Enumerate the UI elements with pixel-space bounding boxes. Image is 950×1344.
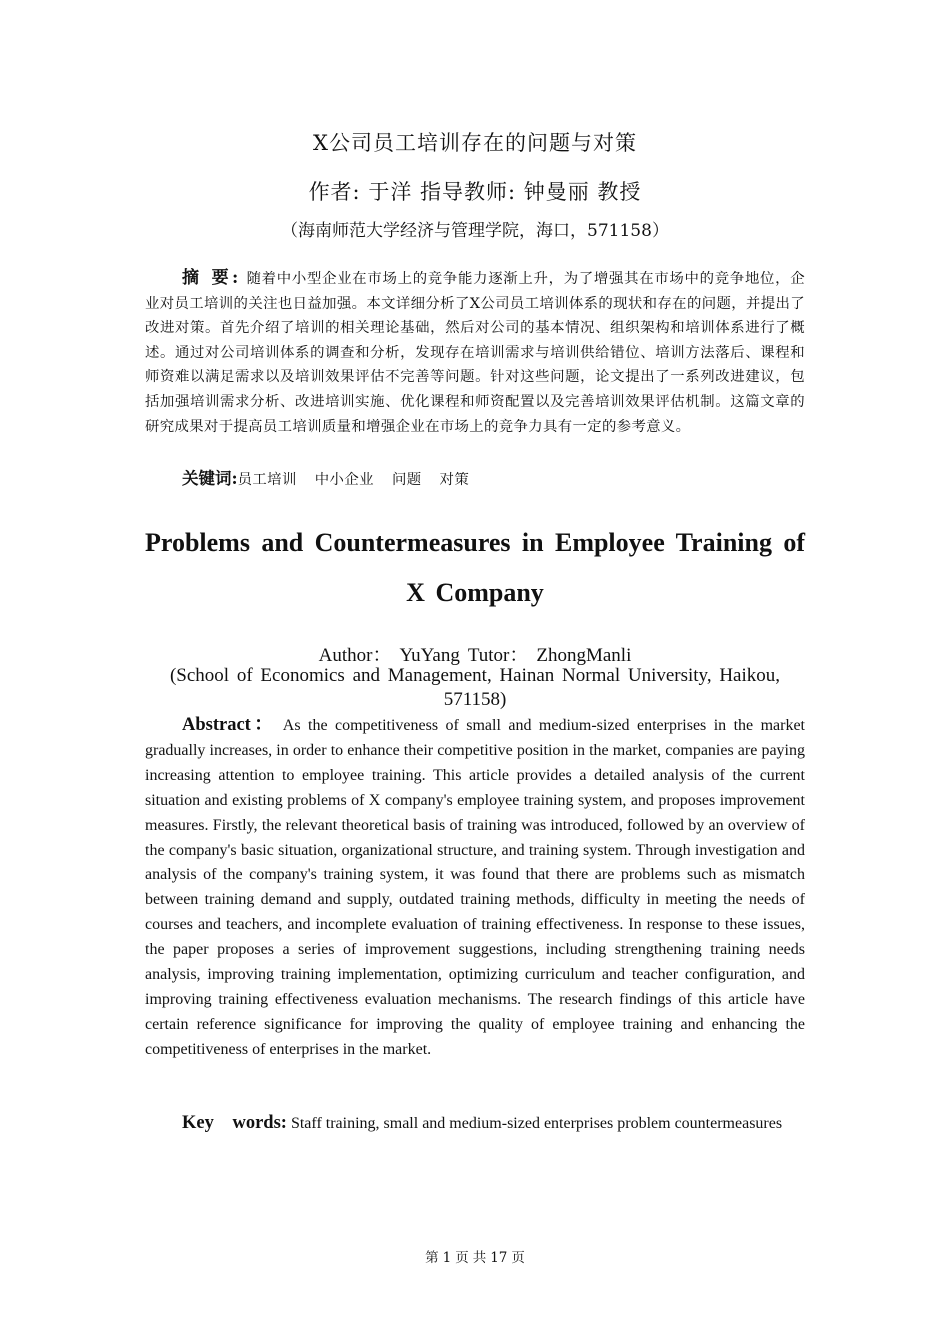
en-abstract-label: Abstract： <box>182 715 277 735</box>
footer-page-number: 1 <box>442 1250 452 1266</box>
cn-keyword: 中小企业 <box>314 472 374 488</box>
cn-keywords <box>182 465 802 489</box>
footer-total-label: 共 <box>472 1250 487 1266</box>
cn-abstract <box>145 266 805 439</box>
page-footer <box>0 1246 950 1266</box>
cn-keyword: 员工培训 <box>237 472 297 488</box>
en-author-line <box>0 640 950 667</box>
en-abstract-text: As the competitiveness of small and medium-sized enterprises in the market gradually increases, in order to enhance their competitive position in the market, companies are paying increasing attention to employee training. This article provides a detailed analysis of the current situation and existing problems of X company's employee training system, and proposes improvement measures. Firstly, the relevant theoretical basis of training was introduced, followed by an overview of the company's basic situation, organizational structure, and training system. Through investigation and analysis of the company's training system, it was found that there are problems such as mismatch between training demand and supply, outdated training methods, difficulty in meeting the needs of courses and teachers, and incomplete evaluation of training effectiveness. In response to these issues, the paper proposes a series of improvement suggestions, including strengthening training needs analysis, improving training implementation, optimizing curriculum and teacher configuration, and improving training effectiveness evaluation mechanisms. The research findings of this article have certain reference significance for improving the quality of employee training and enhancing the competitiveness of enterprises in the market. <box>145 717 805 1058</box>
footer-total-pages: 17 <box>490 1250 508 1266</box>
footer-page-label: 第 <box>425 1250 439 1266</box>
en-keywords-label: Key words: <box>182 1113 287 1133</box>
cn-title: X公司员工培训存在的问题与对策 <box>313 131 637 155</box>
footer-page-unit: 页 <box>455 1250 469 1266</box>
cn-abstract-label: 摘 要: <box>182 268 242 288</box>
en-keywords-text: Staff training, small and medium-sized enterprises problem countermeasures <box>290 1115 783 1132</box>
en-tutor-label: Tutor： <box>467 645 529 666</box>
footer-total-unit: 页 <box>511 1250 525 1266</box>
cn-affiliation: （海南师范大学经济与管理学院，海口，571158） <box>281 221 669 241</box>
cn-keywords-label: 关键词: <box>182 469 238 488</box>
en-affiliation: (School of Economics and Management, Hainan Normal University, Haikou, 571158) <box>169 665 781 710</box>
cn-keyword: 问题 <box>391 472 422 488</box>
en-title: Problems and Countermeasures in Employee Training of X Company <box>145 528 805 607</box>
en-author-label: Author： <box>318 645 392 666</box>
en-abstract <box>145 713 805 1063</box>
cn-abstract-text: 随着中小型企业在市场上的竞争能力逐渐上升，为了增强其在市场中的竞争地位，企业对员工培训的关注也日益加强。本文详细分析了X公司员工培训体系的现状和存在的问题，并提出了改进对策。首先介绍了培训的相关理论基础，然后对公司的基本情况、组织架构和培训体系进行了概述。通过对公司培训体系的调查和分析，发现存在培训需求与培训供给错位、培训方法落后、课程和师资难以满足需求以及培训效果评估不完善等问题。针对这些问题，论文提出了一系列改进建议，包括加强培训需求分析、改进培训实施、优化课程和师资配置以及完善培训效果评估机制。这篇文章的研究成果对于提高员工培训质量和增强企业在市场上的竞争力具有一定的参考意义。 <box>145 271 805 435</box>
en-tutor-name: ZhongManli <box>536 645 632 666</box>
cn-author-line: 作者: 于洋 指导教师: 钟曼丽 教授 <box>308 180 642 204</box>
cn-keyword: 对策 <box>439 472 470 488</box>
en-author-name: YuYang <box>399 645 460 666</box>
en-keywords <box>145 1111 805 1137</box>
